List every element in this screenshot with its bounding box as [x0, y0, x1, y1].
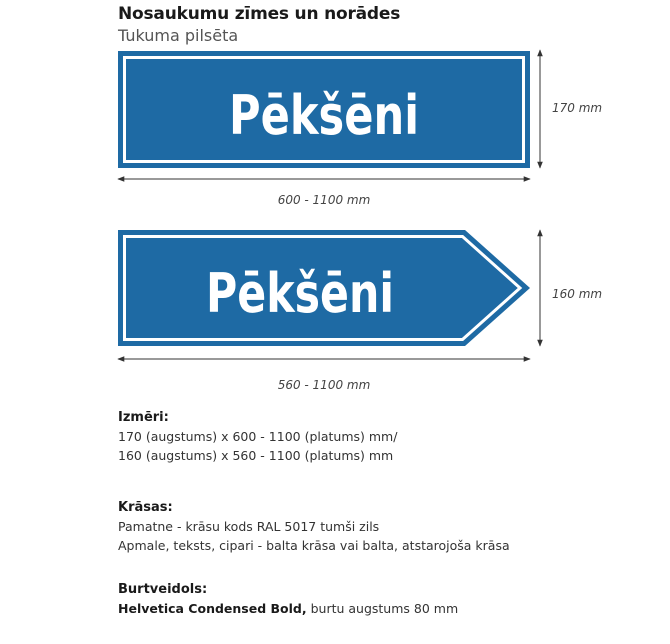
font-name: Helvetica Condensed Bold,: [118, 601, 307, 616]
page-title: Nosaukumu zīmes un norādes: [118, 4, 401, 24]
sizes-line-1: 170 (augstums) x 600 - 1100 (platums) mm/: [118, 429, 398, 444]
page-subtitle: Tukuma pilsēta: [118, 26, 239, 45]
fonts-line: [118, 599, 458, 618]
colors-heading: Krāsas:: [118, 500, 173, 515]
colors-line-2: Apmale, teksts, cipari - balta krāsa vai balta, atstarojoša krāsa: [118, 538, 510, 553]
sizes-section: [118, 408, 397, 465]
fonts-heading: Burtveidols:: [118, 582, 208, 597]
sign1-width-label: 600 - 1100 mm: [277, 193, 371, 207]
sign1-height-label: 170 mm: [552, 101, 603, 115]
sign2-height-label: 160 mm: [552, 287, 603, 301]
sizes-heading: Izmēri:: [118, 410, 169, 425]
font-detail: burtu augstums 80 mm: [306, 601, 459, 616]
rectangular-sign-text: Pēkšēni: [229, 84, 419, 147]
rectangular-sign: [118, 51, 530, 168]
fonts-section: [118, 580, 458, 618]
colors-section: [118, 498, 510, 555]
arrow-sign-text: Pēkšēni: [206, 262, 394, 325]
colors-line-1: Pamatne - krāsu kods RAL 5017 tumši zils: [118, 519, 380, 534]
sign2-width-label: 560 - 1100 mm: [277, 378, 371, 392]
sizes-line-2: 160 (augstums) x 560 - 1100 (platums) mm: [118, 448, 394, 463]
arrow-sign: [118, 230, 530, 346]
